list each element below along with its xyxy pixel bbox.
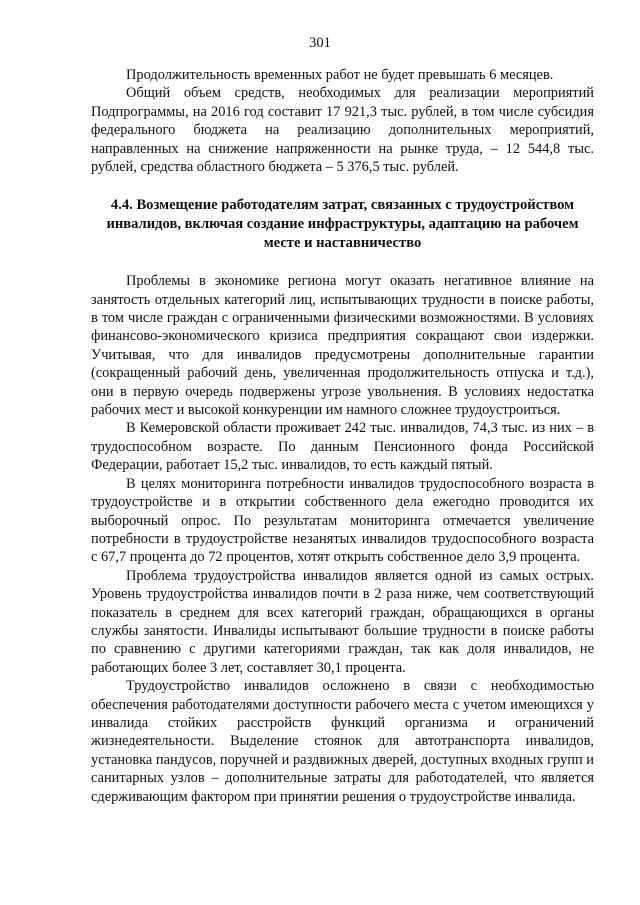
section-paragraph-2: В Кемеровской области проживает 242 тыс. инвалидов, 74,3 тыс. из них – в трудоспособном возрасте. По данным Пенсионного фонда Российской Федерации, работает 15,2 тыс. инвалидов, то есть каждый пятый. [91,420,594,474]
section-heading: 4.4. Возмещение работодателям затрат, связанных с трудоустройством инвалидов, включая создание инфраструктуры, адаптацию на рабочем месте и наставничество [106,197,579,251]
page-content [91,66,594,806]
section-paragraph-1: Проблемы в экономике региона могут оказать негативное влияние на занятость отдельных категорий лиц, испытывающих трудности в поиске работы, в том числе граждан с ограниченными физическими возможностями. В условиях финансово-экономического кризиса предприятия сокращают свои издержки. Учитывая, что для инвалидов предусмотрены дополнительные гарантии (сокращенный рабочий день, увеличенная продолжительность отпуска и т.д.), они в первую очередь подвержены угрозе увольнения. В условиях недостатка рабочих мест и высокой конкуренции им намного сложнее трудоустроиться. [91,273,594,419]
section-paragraph-5: Трудоустройство инвалидов осложнено в связи с необходимостью обеспечения работодателями доступности рабочего места с учетом имеющихся у инвалида стойких расстройств функций организма и ограничений жизнедеятельности. Выделение стоянок для автотранспорта инвалидов, установка пандусов, поручней и раздвижных дверей, доступных входных групп и санитарных узлов – дополнительные затраты для работодателей, что является сдерживающим фактором при принятии решения о трудоустройстве инвалида. [91,678,594,805]
section-paragraph-3: В целях мониторинга потребности инвалидов трудоспособного возраста в трудоустройстве и в открытии собственного дела ежегодно проводится их выборочный опрос. По результатам мониторинга отмечается увеличение потребности в трудоустройстве незанятых инвалидов трудоспособного возраста с 67,7 процента до 72 процентов, хотят открыть собственное дело 3,9 процента. [91,475,594,566]
intro-paragraph-1: Продолжительность временных работ не будет превышать 6 месяцев. [126,67,554,83]
intro-paragraph-2: Общий объем средств, необходимых для реализации мероприятий Подпрограммы, на 2016 год составит 17 921,3 тыс. рублей, в том числе субсидия федерального бюджета на реализацию дополнительных мероприятий, направленных на снижение напряженности на рынке труда, – 12 544,8 тыс. рублей, средства областного бюджета – 5 376,5 тыс. рублей. [91,85,594,176]
page-number: 301 [309,35,331,51]
section-paragraph-4: Проблема трудоустройства инвалидов является одной из самых острых. Уровень трудоустройства инвалидов почти в 2 раза ниже, чем соответствующий показатель в среднем для всех категорий граждан, обращающихся в органы службы занятости. Инвалиды испытывают большие трудности в поиске работы по сравнению с другими категориями граждан, так как доля инвалидов, не работающих более 3 лет, составляет 30,1 процента. [91,567,594,676]
